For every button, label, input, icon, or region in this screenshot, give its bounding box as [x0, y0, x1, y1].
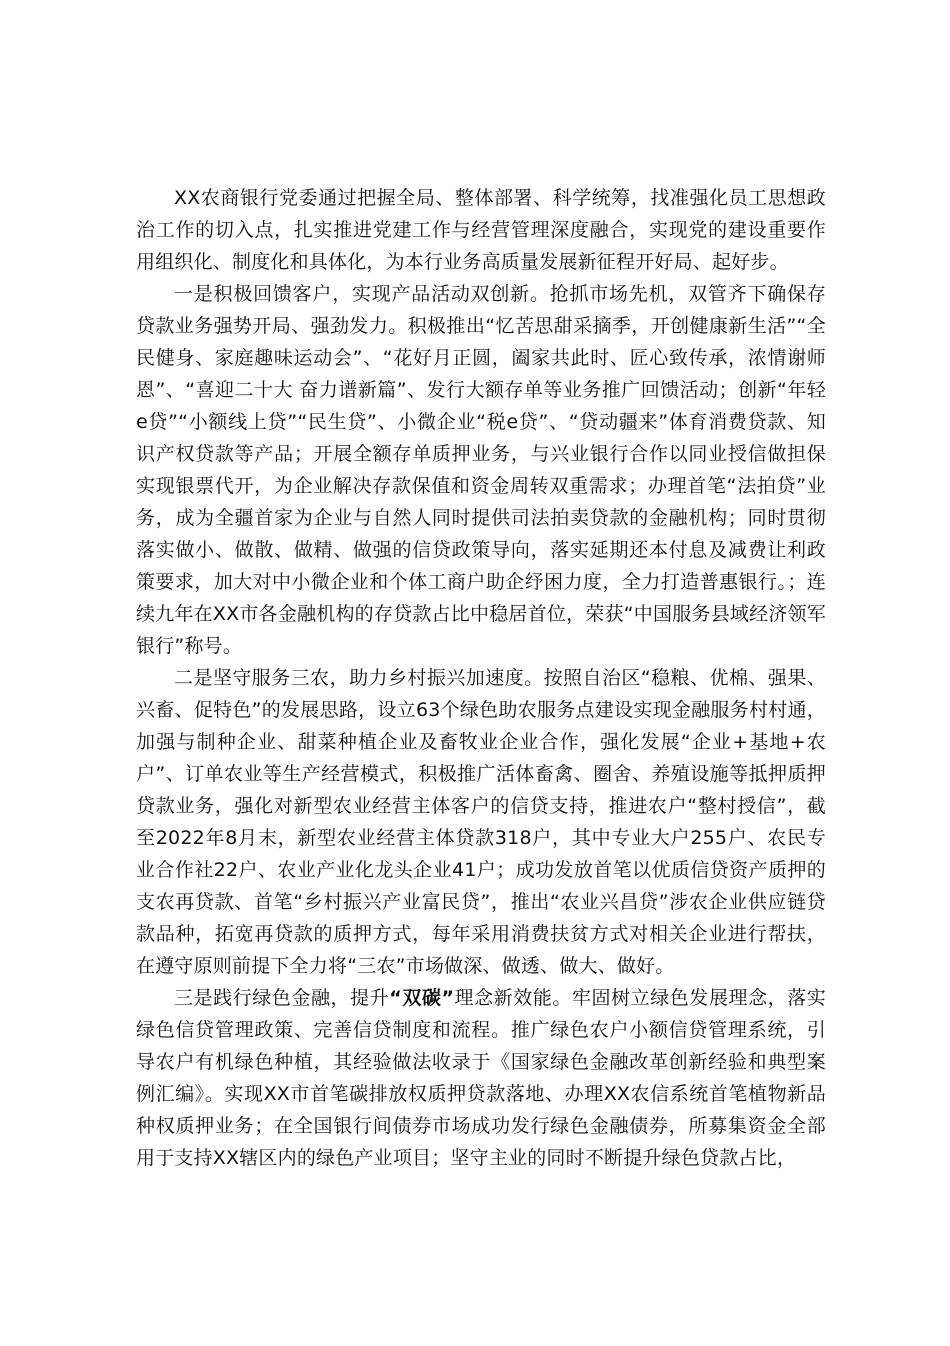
paragraph-green-finance-rest: 理念新效能。牢固树立绿色发展理念，落实绿色信贷管理政策、完善信贷制度和流程。推广绿色农户小额信贷管理系统，引导农户有机绿色种植，其经验做法收录于《国家绿色金融改革创新经验和典型案例汇编》。实现XX市首笔碳排放权质押贷款落地、办理XX农信系统首笔植物新品种权质押业务；在全国银行间债券市场成功发行绿色金融债券，所募集资金全部用于支持XX辖区内的绿色产业项目；坚守主业的同时不断提升绿色贷款占比， — [136, 987, 826, 1169]
paragraph-customer-feedback: 一是积极回馈客户，实现产品活动双创新。抢抓市场先机，双管齐下确保存贷款业务强势开局、强劲发力。积极推出“忆苦思甜采摘季，开创健康新生活”“全民健身、家庭趣味运动会”、“花好月正圆，阖家共此时、匠心致传承，浓情谢师恩”、“喜迎二十大 奋力谱新篇”、发行大额存单等业务推广回馈活动；创新“年轻e贷”“小额线上贷”“民生贷”、小微企业“税e贷”、“贷动疆来”体育消费贷款、知识产权贷款等产品；开展全额存单质押业务，与兴业银行合作以同业授信做担保实现银票代开，为企业解决存款保值和资金周转双重需求；办理首笔“法拍贷”业务，成为全疆首家为企业与自然人同时提供司法拍卖贷款的金融机构；同时贯彻落实做小、做散、做精、做强的信贷政策导向，落实延期还本付息及减费让利政策要求，加大对中小微企业和个体工商户助企纾困力度，全力打造普惠银行。；连续九年在XX市各金融机构的存贷款占比中稳居首位，荣获“中国服务县域经济领军银行”称号。 — [136, 283, 826, 657]
paragraph-green-finance-bold: “双碳” — [389, 987, 455, 1009]
paragraph-green-finance-lead: 三是践行绿色金融，提升 — [174, 987, 390, 1009]
paragraph-green-finance — [136, 982, 826, 1174]
document-body — [136, 182, 826, 1174]
paragraph-rural-service: 二是坚守服务三农，助力乡村振兴加速度。按照自治区“稳粮、优棉、强果、兴畜、促特色”的发展思路，设立63个绿色助农服务点建设实现金融服务村村通，加强与制种企业、甜菜种植企业及畜牧业企业合作，强化发展“企业+基地+农户”、订单农业等生产经营模式，积极推广活体畜禽、圈舍、养殖设施等抵押质押贷款业务，强化对新型农业经营主体客户的信贷支持，推进农户“整村授信”，截至2022年8月末，新型农业经营主体贷款318户，其中专业大户255户、农民专业合作社22户、农业产业化龙头企业41户；成功发放首笔以优质信贷资产质押的支农再贷款、首笔“乡村振兴产业富民贷”，推出“农业兴昌贷”涉农企业供应链贷款品种，拓宽再贷款的质押方式，每年采用消费扶贫方式对相关企业进行帮扶，在遵守原则前提下全力将“三农”市场做深、做透、做大、做好。 — [136, 667, 826, 977]
paragraph-intro: XX农商银行党委通过把握全局、整体部署、科学统筹，找准强化员工思想政治工作的切入点，扎实推进党建工作与经营管理深度融合，实现党的建设重要作用组织化、制度化和具体化，为本行业务高质量发展新征程开好局、起好步。 — [136, 187, 826, 273]
